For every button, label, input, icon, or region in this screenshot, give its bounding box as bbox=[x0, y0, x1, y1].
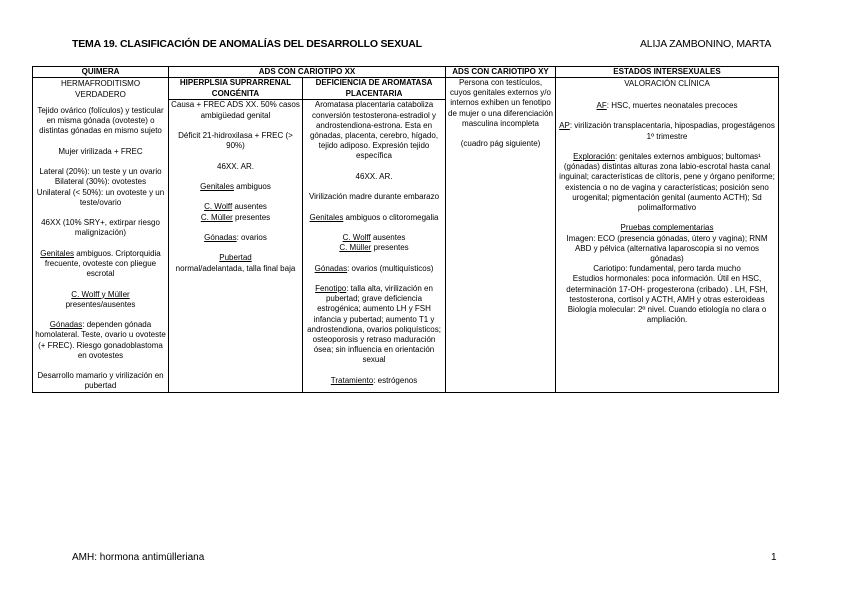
quimera-genitales: Genitales ambiguos. Criptorquidia frecuente, ovoteste con pliegue escrotal bbox=[40, 248, 161, 279]
header-quimera: QUIMERA bbox=[33, 67, 169, 78]
cell-quimera bbox=[33, 78, 169, 393]
subheader-valoracion: VALORACIÓN CLÍNICA bbox=[624, 79, 710, 88]
aromatasa-virilizacion: Virilización madre durante embarazo bbox=[308, 192, 440, 202]
hsc-muller: C. Müller presentes bbox=[200, 212, 271, 222]
subheader-hsc: HIPERPLSIA SUPRARRENAL CONGÉNITA bbox=[169, 78, 303, 100]
author-name: ALIJA ZAMBONINO, MARTA bbox=[640, 38, 772, 50]
aromatasa-muller: C. Müller presentes bbox=[339, 243, 409, 253]
aromatasa-genitales: Genitales ambiguos o clitoromegalia bbox=[309, 212, 439, 222]
intersex-pruebas-label: Pruebas complementarias bbox=[620, 223, 714, 233]
xy-cuadro: (cuadro pág siguiente) bbox=[460, 139, 541, 149]
quimera-gonadas: Gónadas: dependen gónada homolateral. Teste, ovario u ovoteste (+ FREC). Riesgo gonadoblastoma en ovotestes bbox=[35, 320, 166, 360]
aromatasa-fenotipo: Fenotipo: talla alta, virilización en pubertad; grave deficiencia estrogénica; aumento LH y FSH infancia y pubertad; aumento T1 y androstendiona, ovarios poliquísticos; osteoporosis y retraso maduración ósea; sin influencia en orientación sexual bbox=[307, 283, 441, 365]
hsc-pubertad-label: Pubertad bbox=[219, 253, 252, 263]
quimera-desarrollo: Desarrollo mamario y virilización en pubertad bbox=[37, 371, 164, 391]
header-estados-intersexuales: ESTADOS INTERSEXUALES bbox=[556, 67, 779, 78]
hsc-gonadas: Gónadas: ovarios bbox=[204, 232, 267, 242]
intersex-exploracion: Exploración: genitales externos ambiguos; bultomas¹ (gónadas) distintas alturas zona labio-escrotal hasta canal inguinal; características de clítoris, pene y órgano peniforme; existencia o no de vagina y características; posición seno urogenital; pigmentación genital (aumento ACTH); Sd polimalformativo bbox=[559, 151, 775, 212]
classification-table bbox=[32, 66, 779, 393]
intersex-af: AF: HSC, muertes neonatales precoces bbox=[596, 101, 738, 110]
cell-xy bbox=[446, 78, 556, 393]
hsc-causa: Causa + FREC ADS XX. 50% casos ambigüedad genital bbox=[171, 100, 300, 120]
cell-hsc bbox=[169, 100, 303, 392]
hsc-cariotipo: 46XX. AR. bbox=[217, 161, 254, 171]
intersex-hormonales: Estudios hormonales: poca información. Útil en HSC, determinación 17-OH- progesterona (cribado) . LH, FSH, testosterona, cortisol y ACTH, AMH y otras esteroideas bbox=[566, 274, 768, 304]
subheader-hermafroditismo: HERMAFRODITISMO VERDADERO bbox=[60, 79, 141, 99]
hsc-wolff: C. Wolff ausentes bbox=[204, 202, 267, 212]
intersex-imagen: Imagen: ECO (presencia gónadas, útero y vagina); RNM ABD y pélvica (alternativa laparoscopia si no vemos gónadas) bbox=[566, 233, 768, 263]
quimera-cariotipo: 46XX (10% SRY+, extirpar riesgo malignización) bbox=[41, 218, 160, 238]
header-cariotipo-xx: ADS CON CARIOTIPO XX bbox=[169, 67, 446, 78]
aromatasa-wolff: C. Wolff ausentes bbox=[342, 233, 406, 242]
header-cariotipo-xy: ADS CON CARIOTIPO XY bbox=[446, 67, 556, 78]
footnote-amh: AMH: hormona antimülleriana bbox=[72, 552, 205, 563]
cell-aromatasa bbox=[303, 100, 446, 392]
hsc-deficit: Déficit 21-hidroxilasa + FREC (> 90%) bbox=[178, 131, 293, 151]
xy-definicion: Persona con testículos, cuyos genitales externos y/o internos exhiben un fenotipo de mujer o una diferenciación masculina incompleta bbox=[448, 78, 553, 128]
quimera-lateral: Lateral (20%): un teste y un ovario bbox=[39, 167, 162, 177]
quimera-bilateral: Bilateral (30%): ovotestes bbox=[54, 177, 147, 187]
hsc-genitales: Genitales ambiguos bbox=[200, 182, 271, 191]
hsc-pubertad-text: normal/adelantada, talla final baja bbox=[175, 263, 296, 273]
quimera-unilateral: Unilateral (< 50%): un ovoteste y un teste/ovario bbox=[36, 187, 165, 207]
table-subheader-row bbox=[33, 78, 779, 100]
intersex-molecular: Biología molecular: 2º nivel. Cuando etiología no clara o ampliación. bbox=[567, 305, 767, 325]
quimera-mujer-virilizada: Mujer virilizada + FREC bbox=[58, 146, 143, 156]
aromatasa-gonadas: Gónadas: ovarios (multiquísticos) bbox=[314, 263, 434, 273]
table-header-row bbox=[33, 67, 779, 78]
quimera-wolff-muller-text: presentes/ausentes bbox=[65, 299, 136, 309]
cell-intersex bbox=[556, 78, 779, 393]
aromatasa-tratamiento: Tratamiento: estrógenos bbox=[330, 375, 418, 385]
aromatasa-cariotipo: 46XX. AR. bbox=[355, 171, 393, 181]
intersex-ap: AP: virilización transplacentaria, hipospadias, progestágenos 1º trimestre bbox=[559, 121, 775, 141]
page-number: 1 bbox=[771, 552, 777, 563]
quimera-tejido: Tejido ovárico (folículos) y testicular en misma gónada (ovoteste) o distintas gónadas en mismo sujeto bbox=[37, 106, 164, 136]
subheader-aromatasa: DEFICIENCIA DE AROMATASA PLACENTARIA bbox=[303, 78, 446, 100]
quimera-wolff-muller-label: C. Wolff y Müller bbox=[71, 289, 130, 299]
document-title: TEMA 19. CLASIFICACIÓN DE ANOMALÍAS DEL DESARROLLO SEXUAL bbox=[72, 38, 422, 50]
aromatasa-descripcion: Aromatasa placentaria cataboliza conversión testosterona-estradiol y androstendiona-estrona. Esta en gónadas, placenta, cerebro, hígado, tejido adiposo. Expresión tejido específica bbox=[309, 100, 439, 161]
intersex-cariotipo: Cariotipo: fundamental, pero tarda mucho bbox=[593, 264, 741, 274]
